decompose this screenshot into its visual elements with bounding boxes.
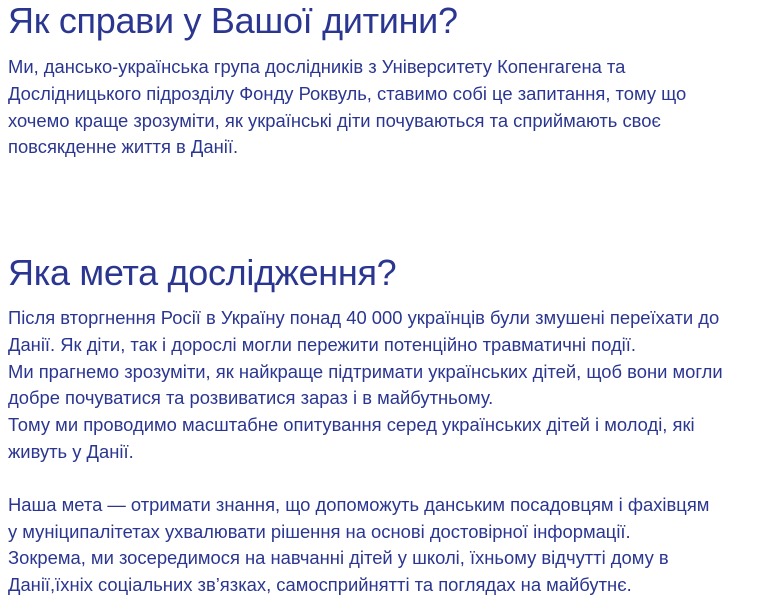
- goal-line: Данії,їхніх соціальних зв’язках, самосприйнятті та поглядах на майбутнє.: [8, 574, 632, 596]
- section-title-study-goal: Яка мета дослідження?: [8, 252, 397, 293]
- section-title-how-is-your-child: Як справи у Вашої дитини?: [8, 0, 458, 41]
- goal-line: живуть у Данії.: [8, 440, 134, 462]
- goal-line: Тому ми проводимо масштабне опитування серед українських дітей і молоді, які: [8, 414, 695, 436]
- goal-line: Після вторгнення Росії в Україну понад 40 000 українців були змушені переїхати до: [8, 307, 720, 328]
- goal-line: Данії. Як діти, так і дорослі могли пережити потенційно травматичні події.: [8, 333, 636, 355]
- goal-line: Зокрема, ми зосередимося на навчанні дітей у школі, їхньому відчутті дому в: [8, 547, 669, 569]
- study-goal-paragraph: [8, 305, 760, 599]
- intro-line: Ми, дансько-українська група дослідників з Університету Копенгагена та: [8, 56, 626, 77]
- goal-line: Наша мета — отримати знання, що допоможуть данським посадовцям і фахівцям: [8, 493, 710, 515]
- intro-line: повсякденне життя в Данії.: [8, 136, 239, 158]
- intro-paragraph: [8, 54, 748, 161]
- paragraph-gap: [8, 466, 760, 492]
- goal-line: добре почуватися та розвиватися зараз і в майбутньому.: [8, 387, 494, 409]
- intro-line: хочемо краще зрозуміти, як українські діти почуваються та сприймають своє: [8, 109, 661, 131]
- intro-line: Дослідницького підрозділу Фонду Роквуль, ставимо собі це запитання, тому що: [8, 82, 687, 104]
- goal-line: Ми прагнемо зрозуміти, як найкраще підтримати українських дітей, щоб вони могли: [8, 360, 723, 382]
- goal-line: у муніципалітетах ухвалювати рішення на основі достовірної інформації.: [8, 520, 631, 542]
